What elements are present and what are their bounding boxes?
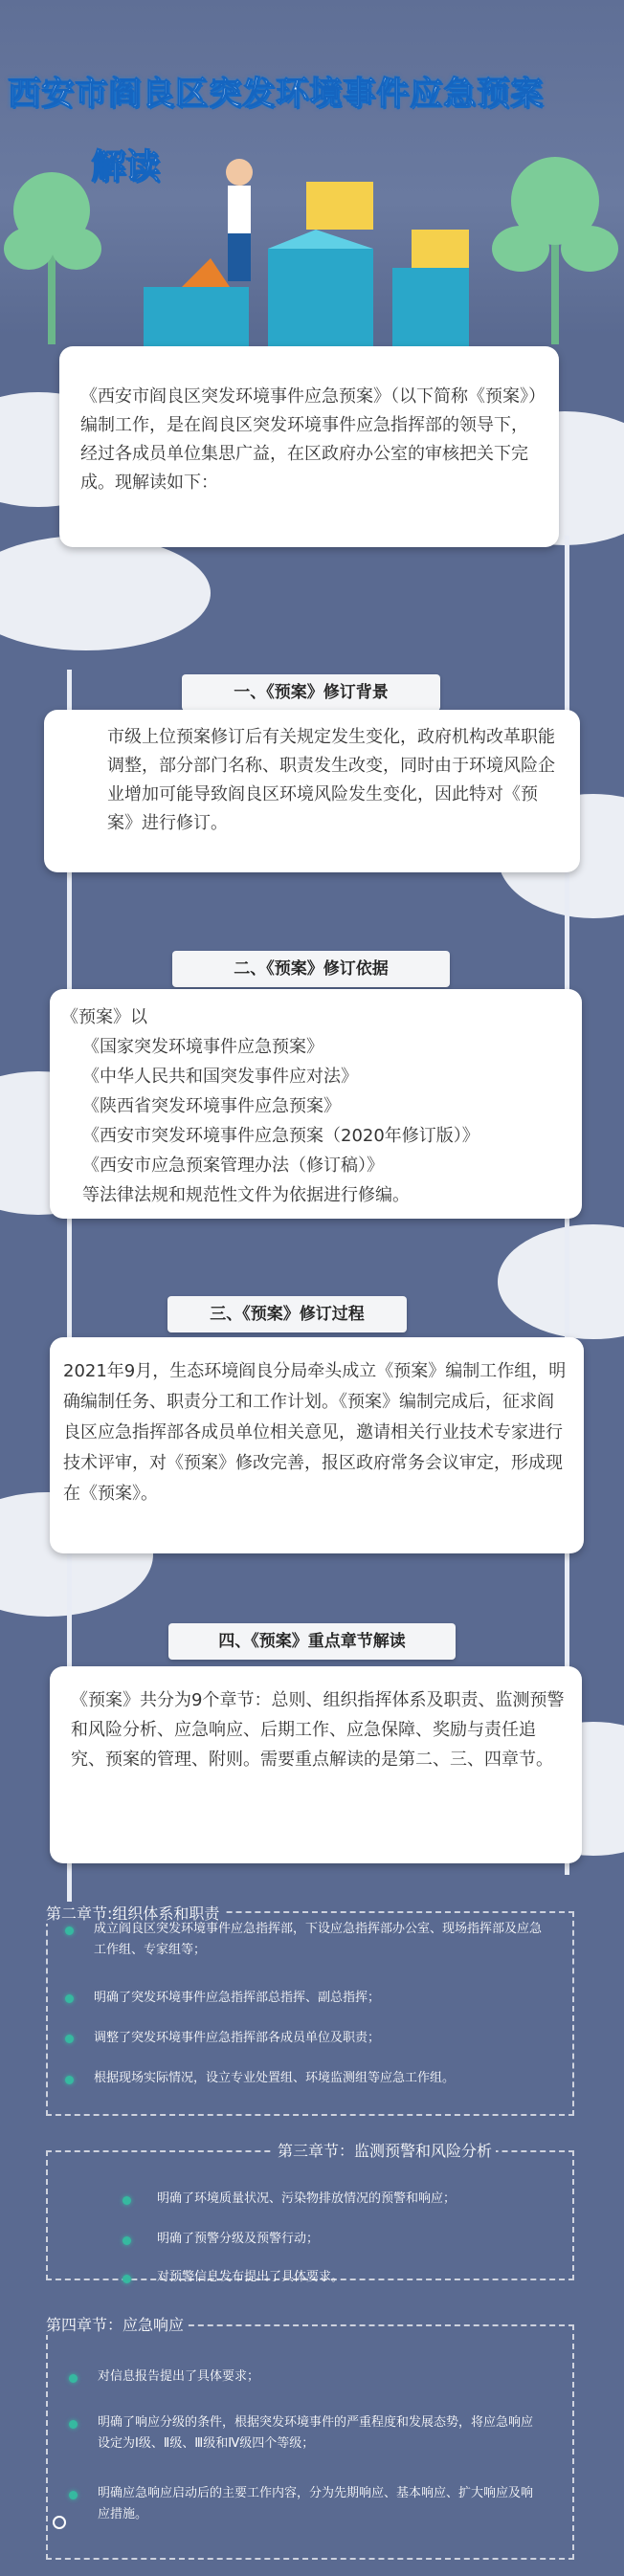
bullet-dot bbox=[69, 2491, 78, 2499]
basis-line: 《国家突发环境事件应急预案》 bbox=[82, 1037, 323, 1057]
bullet-dot bbox=[123, 2196, 131, 2205]
basis-line: 《陕西省突发环境事件应急预案》 bbox=[82, 1096, 341, 1116]
cloud-decoration bbox=[498, 1224, 624, 1339]
intro-card bbox=[59, 346, 559, 547]
section-card-chapters bbox=[50, 1666, 582, 1863]
tree-illustration-right bbox=[488, 153, 622, 344]
section-body: 2021年9月，生态环境阎良分局牵头成立《预案》编制工作组，明确编制任务、职责分工和工作计划。《预案》编制完成后，征求阎良区应急指挥部各成员单位相关意见，邀请相关行业技术专家进行技术评审，对《预案》修改完善，报区政府常务会议审定，形成现在《预案》。 bbox=[63, 1361, 567, 1504]
section-heading: 二、《预案》修订依据 bbox=[234, 959, 389, 979]
basis-line: 等法律法规和规范性文件为依据进行修编。 bbox=[82, 1185, 410, 1205]
chapter-item: 成立阎良区突发环境事件应急指挥部，下设应急指挥部办公室、现场指挥部及应急工作组、专家组等； bbox=[94, 1922, 543, 1957]
section-card-process bbox=[50, 1337, 584, 1553]
basis-line: 《西安市突发环境事件应急预案（2020年修订版）》 bbox=[82, 1126, 479, 1146]
section-heading: 一、《预案》修订背景 bbox=[234, 683, 389, 702]
bullet-dot bbox=[123, 2236, 131, 2245]
section-heading-basis bbox=[172, 951, 450, 987]
page-title: 西安市阎良区突发环境事件应急预案 bbox=[8, 75, 544, 113]
basis-line: 《中华人民共和国突发事件应对法》 bbox=[82, 1067, 358, 1087]
intro-text: 《西安市阎良区突发环境事件应急预案》（以下简称《预案》）编制工作，是在阎良区突发环境事件应急指挥部的领导下，经过各成员单位集思广益，在区政府办公室的审核把关下完成。现解读如下： bbox=[80, 386, 537, 493]
chapter-title: 第二章节:组织体系和职责 bbox=[42, 1902, 223, 1924]
chapter-item: 明确了预警分级及预警行动； bbox=[157, 2232, 320, 2246]
chapter-title: 第三章节：监测预警和风险分析 bbox=[274, 2139, 496, 2161]
bullet-dot bbox=[65, 1926, 74, 1935]
chapter-item: 根据现场实际情况，设立专业处置组、环境监测组等应急工作组。 bbox=[94, 2071, 456, 2085]
page-subtitle: 解读 bbox=[91, 147, 161, 187]
section-card-basis bbox=[50, 989, 582, 1219]
section-heading: 四、《预案》重点章节解读 bbox=[218, 1632, 406, 1651]
bullet-dot bbox=[69, 2420, 78, 2429]
chapter-item: 明确应急响应启动后的主要工作内容，分为先期响应、基本响应、扩大响应及响应措施。 bbox=[98, 2486, 534, 2521]
section-body: 《预案》共分为9个章节：总则、组织指挥体系及职责、监测预警和风险分析、应急响应、后期工作、应急保障、奖励与责任追究、预案的管理、附则。需要重点解读的是第二、三、四章节。 bbox=[71, 1690, 565, 1770]
bullet-dot bbox=[65, 1994, 74, 2003]
chapter-item: 明确了响应分级的条件，根据突发环境事件的严重程度和发展态势，将应急响应设定为Ⅰ级、Ⅱ级、Ⅲ级和Ⅳ级四个等级； bbox=[98, 2415, 534, 2451]
cloud-decoration bbox=[0, 536, 211, 650]
basis-line: 《预案》以 bbox=[61, 1007, 147, 1027]
tree-illustration-left bbox=[0, 172, 105, 344]
circle-marker bbox=[53, 2516, 66, 2529]
chapter-item: 明确了环境质量状况、污染物排放情况的预警和响应； bbox=[157, 2191, 457, 2206]
chapter-item: 明确了突发环境事件应急指挥部总指挥、副总指挥； bbox=[94, 1991, 381, 2005]
section-heading: 三、《预案》修订过程 bbox=[210, 1305, 365, 1324]
chapter-item: 对预警信息发布提出了具体要求。 bbox=[157, 2270, 345, 2284]
section-heading-background bbox=[182, 674, 440, 711]
basis-line: 《西安市应急预案管理办法（修订稿）》 bbox=[82, 1156, 384, 1176]
section-card-background bbox=[44, 710, 580, 872]
chapter-title: 第四章节：应急响应 bbox=[42, 2313, 188, 2335]
chapter-item: 调整了突发环境事件应急指挥部各成员单位及职责； bbox=[94, 2031, 381, 2045]
bullet-dot bbox=[123, 2275, 131, 2283]
section-body: 市级上位预案修订后有关规定发生变化，政府机构改革职能调整，部分部门名称、职责发生改变，同时由于环境风险企业增加可能导致阎良区环境风险发生变化，因此特对《预案》进行修订。 bbox=[107, 727, 555, 833]
section-heading-process bbox=[167, 1296, 407, 1332]
bullet-dot bbox=[65, 2035, 74, 2043]
chapter-box bbox=[46, 2150, 574, 2280]
section-heading-chapters bbox=[168, 1623, 456, 1660]
people-and-blocks-illustration bbox=[124, 143, 488, 354]
bullet-dot bbox=[65, 2076, 74, 2084]
bullet-dot bbox=[69, 2374, 78, 2383]
chapter-item: 对信息报告提出了具体要求； bbox=[98, 2369, 260, 2384]
